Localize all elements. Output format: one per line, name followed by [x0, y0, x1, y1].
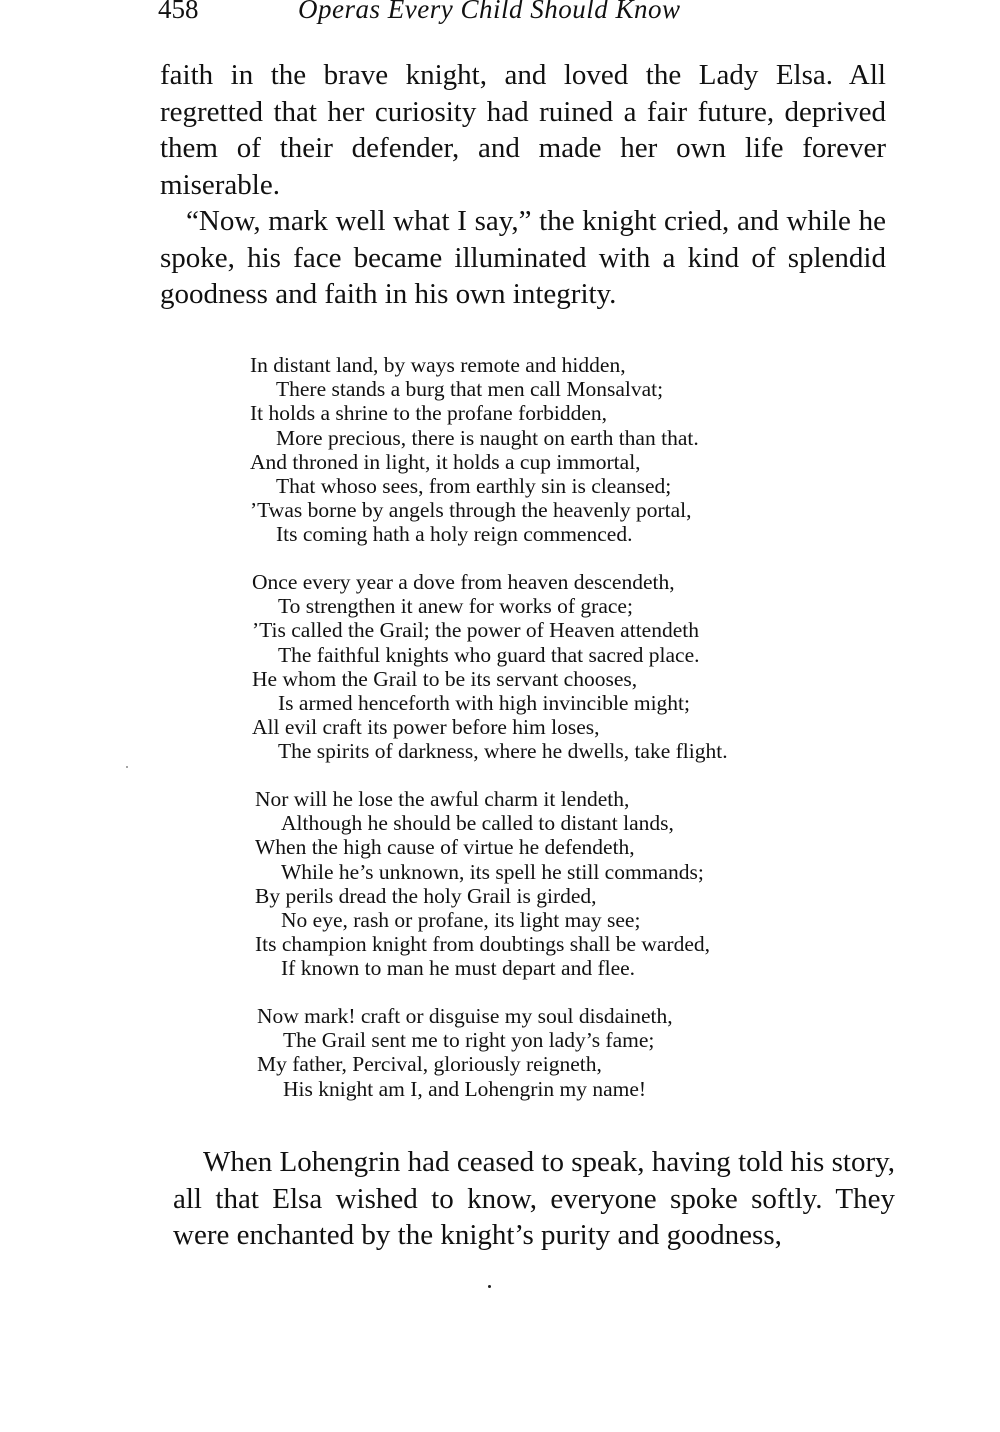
running-head: [158, 0, 898, 30]
paragraph: faith in the brave knight, and loved the Lady Elsa. All regretted that her curiosity had ruined a fair future, deprived them of their defender, and made her own life forever miserable.: [160, 59, 886, 201]
poem-line: Once every year a dove from heaven descendeth,: [252, 570, 675, 594]
poem-line: All evil craft its power before him loses,: [252, 715, 600, 740]
poem-line: Now mark! craft or disguise my soul disdaineth,: [257, 1004, 673, 1028]
poem-line: He whom the Grail to be its servant chooses,: [252, 666, 638, 691]
poem-line: Is armed henceforth with high invincible might;: [278, 690, 690, 715]
running-title: Operas Every Child Should Know: [298, 0, 681, 24]
poem-line: His knight am I, and Lohengrin my name!: [283, 1076, 647, 1101]
poem-line: The spirits of darkness, where he dwells, take flight.: [278, 739, 728, 764]
prose-bottom: [173, 1144, 895, 1254]
poem-line: In distant land, by ways remote and hidden,: [250, 353, 626, 377]
poem-line: While he’s unknown, its spell he still commands;: [281, 859, 704, 884]
poem-line: More precious, there is naught on earth than that.: [276, 425, 699, 450]
poem-line: ’Twas borne by angels through the heavenly portal,: [250, 498, 692, 523]
poem-line: No eye, rash or profane, its light may see;: [281, 907, 641, 932]
ink-speck: [488, 1285, 491, 1288]
poem-line: Nor will he lose the awful charm it lendeth,: [255, 787, 630, 811]
poem-line: Although he should be called to distant lands,: [281, 811, 674, 836]
poem-line: To strengthen it anew for works of grace;: [278, 594, 633, 619]
poem-line: The faithful knights who guard that sacred place.: [278, 642, 700, 667]
stanza-1: [250, 353, 870, 547]
poem-line: The Grail sent me to right yon lady’s fame;: [283, 1028, 655, 1053]
paragraph: “Now, mark well what I say,” the knight cried, and while he spoke, his face became illuminated with a kind of splendid goodness and faith in his own integrity.: [160, 205, 886, 310]
page-number: 458: [158, 0, 199, 24]
poem-line: And throned in light, it holds a cup immortal,: [250, 449, 641, 474]
ink-speck: [126, 766, 128, 768]
poem-line: If known to man he must depart and flee.: [281, 956, 636, 981]
stanza-2: [252, 570, 872, 764]
paragraph: When Lohengrin had ceased to speak, having told his story, all that Elsa wished to know, everyone spoke softly. They were enchanted by the knight’s purity and goodness,: [173, 1146, 895, 1251]
poem-line: Its coming hath a holy reign commenced.: [276, 522, 633, 547]
stanza-3: [255, 787, 875, 981]
poem-line: There stands a burg that men call Monsalvat;: [276, 377, 664, 402]
poem-line: It holds a shrine to the profane forbidden,: [250, 401, 608, 426]
poem-line: By perils dread the holy Grail is girded,: [255, 883, 597, 908]
poem-line: ’Tis called the Grail; the power of Heaven attendeth: [252, 618, 699, 643]
poem-line: When the high cause of virtue he defendeth,: [255, 835, 635, 860]
poem-line: That whoso sees, from earthly sin is cleansed;: [276, 473, 672, 498]
poem-line: Its champion knight from doubtings shall be warded,: [255, 932, 711, 957]
poem-line: My father, Percival, gloriously reigneth,: [257, 1052, 602, 1077]
stanza-4: [257, 1004, 877, 1101]
prose-top: [160, 57, 886, 313]
